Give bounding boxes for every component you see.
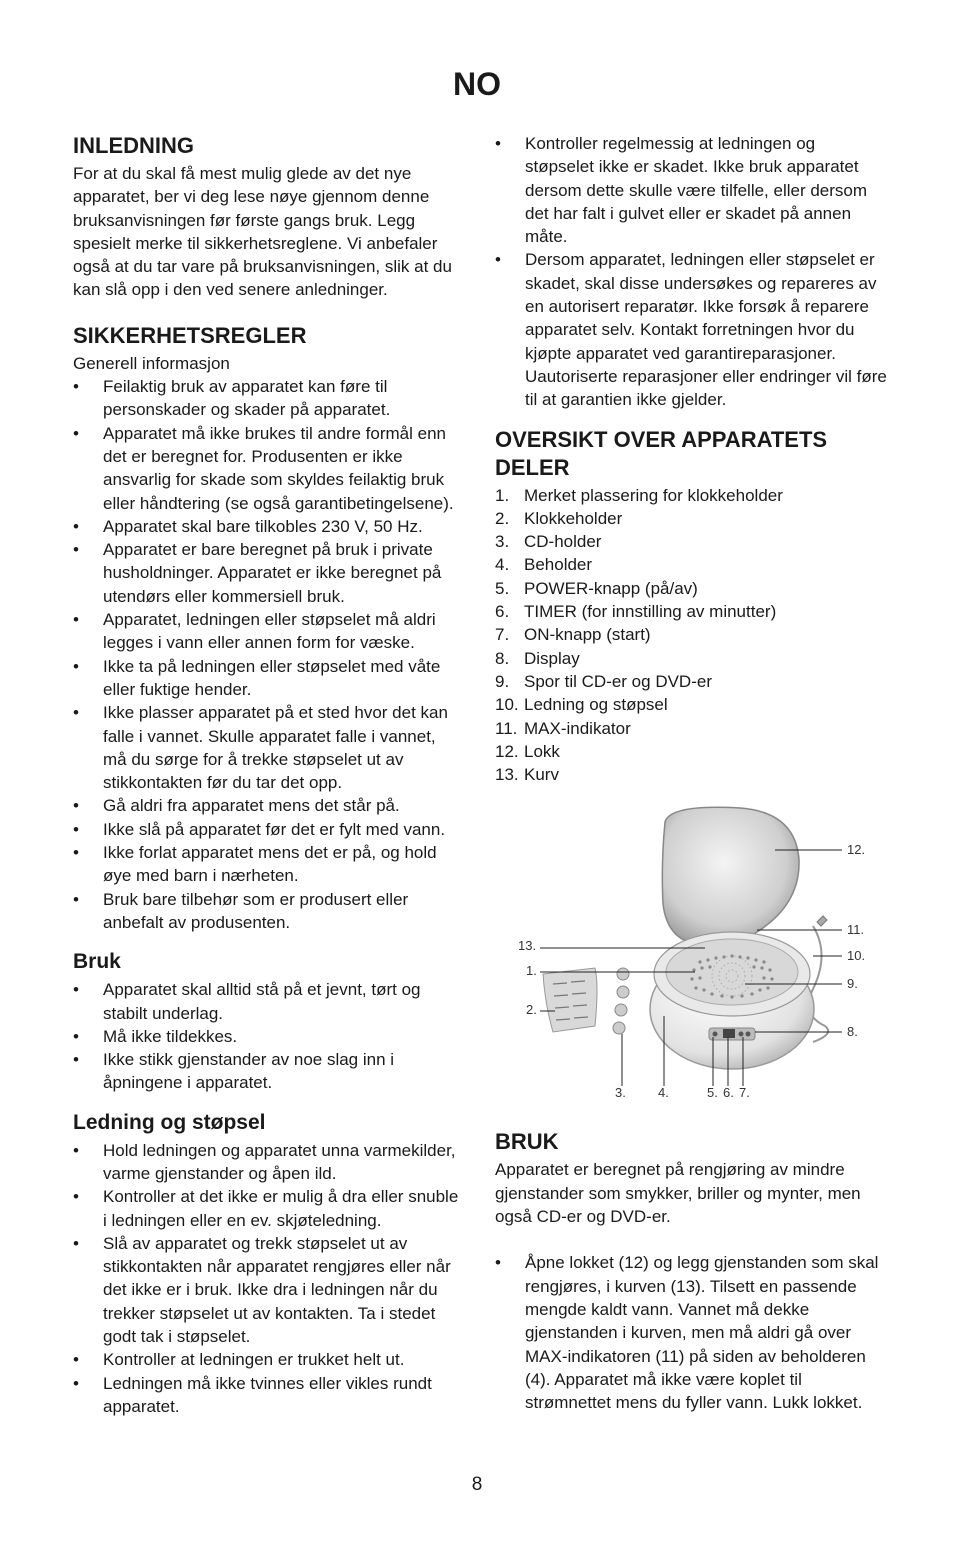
oversikt-heading: OVERSIKT OVER APPARATETS DELER [495, 426, 828, 480]
section-sikkerhetsregler [73, 322, 463, 934]
list-item: • Kontroller at ledningen er trukket helt ut. [73, 1350, 405, 1370]
watch-holder [543, 968, 597, 1032]
callout-10: 10. [847, 948, 866, 964]
list-item: • Apparatet er bare beregnet på bruk i private husholdninger. Apparatet er ikke beregnet på utendørs eller kommersiell bruk. [73, 540, 442, 606]
list-item: • Apparatet skal alltid stå på et jevnt, tørt og stabilt underlag. [73, 980, 421, 1023]
ledning-heading: Ledning og støpsel [73, 1110, 266, 1134]
list-item: • Åpne lokket (12) og legg gjenstanden som skal rengjøres, i kurven (13). Tilsett en passende mengde kaldt vann. Vannet må dekke gjenstanden i kurven, men må aldri gå over MAX-indikatoren (11) på siden av beholderen (4). Apparatet må ikke være koplet til strømnettet mens du fyller vann. Lukk lokket. [495, 1253, 879, 1413]
cd-holder [613, 968, 629, 1034]
callout-13: 13. [518, 938, 537, 954]
callout-6: 6. [723, 1085, 734, 1101]
section-bruk [495, 1128, 887, 1414]
list-item: • Ikke ta på ledningen eller støpselet med våte eller fuktige hender. [73, 656, 441, 699]
page-number: 8 [471, 1474, 483, 1495]
list-item: • Dersom apparatet, ledningen eller støpselet er skadet, skal disse undersøkes og repareres av en autorisert reparatør. Ikke forsøk å reparere apparatet selv. Kontakt forretningen hvor du kjøpte apparatet ved garantireparasjoner. Uautoriserte reparasjoner eller endringer vil føre til at garantien ikke gjelder. [495, 250, 887, 410]
callout-3: 3. [615, 1085, 626, 1101]
section-ledning [73, 1109, 463, 1419]
sikkerhetsregler-subtitle: Generell informasjon [73, 353, 230, 373]
part-item: 7. ON-knapp (start) [495, 625, 651, 645]
list-item: • Ikke stikk gjenstander av noe slag inn i åpningene i apparatet. [73, 1050, 395, 1093]
page-heading: NO [453, 66, 501, 102]
callout-8: 8. [847, 1024, 858, 1040]
list-item: • Kontroller regelmessig at ledningen og støpselet ikke er skadet. Ikke bruk apparatet dersom dette skulle være tilfelle, eller dersom det har falt i gulvet eller er skadet på annen måte. [495, 134, 868, 247]
bruk-small-heading: Bruk [73, 950, 121, 974]
list-item: • Slå av apparatet og trekk støpselet ut av stikkontakten når apparatet rengjøres eller når det ikke er i bruk. Ikke dra i ledningen når du trekker støpselet ut av kontakten. Ta i stedet godt tak i støpselet. [73, 1233, 451, 1347]
part-item: 9. Spor til CD-er og DVD-er [495, 671, 712, 691]
sikkerhetsregler-heading: SIKKERHETSREGLER [73, 322, 307, 348]
list-item: • Apparatet, ledningen eller støpselet må aldri legges i vann eller annen form for væske. [73, 610, 436, 653]
section-bruk-small [73, 948, 463, 1094]
list-item: • Ikke forlat apparatet mens det er på, og hold øye med barn i nærheten. [73, 843, 437, 886]
body [650, 932, 814, 1069]
list-item: • Kontroller at det ikke er mulig å dra eller snuble i ledningen eller en ev. skjøteledning. [73, 1187, 459, 1230]
callout-11: 11. [847, 922, 865, 938]
bruk-intro: Apparatet er beregnet på rengjøring av mindre gjenstander som smykker, briller og mynter, men også CD-er og DVD-er. [495, 1160, 861, 1227]
callout-7: 7. [739, 1085, 750, 1101]
callout-9: 9. [847, 976, 858, 992]
lid [662, 808, 799, 946]
list-item: • Hold ledningen og apparatet unna varmekilder, varme gjenstander og åpen ild. [73, 1140, 456, 1183]
part-item: 3. CD-holder [495, 532, 602, 552]
bruk-list [495, 1251, 887, 1414]
ledning-list [73, 1139, 463, 1419]
part-item: 10. Ledning og støpsel [495, 695, 668, 715]
appliance-illustration [495, 804, 887, 1096]
list-item: • Ikke plasser apparatet på et sted hvor det kan falle i vannet. Skulle apparatet falle i vannet, må du sørge for å trekke støpselet ut av stikkontakten før du tar det opp. [73, 703, 448, 793]
inledning-heading: INLEDNING [73, 133, 194, 158]
list-item: • Apparatet skal bare tilkobles 230 V, 50 Hz. [73, 516, 423, 536]
part-item: 1. Merket plassering for klokkeholder [495, 485, 783, 505]
callout-4: 4. [658, 1085, 669, 1101]
safety-continued-list [495, 132, 887, 412]
inledning-text: For at du skal få mest mulig glede av det nye apparatet, ber vi deg lese nøye gjennom denne bruksanvisningen før første gangs bruk. Legg spesielt merke til sikkerhetsreglene. Vi anbefaler også at du tar vare på bruksanvisningen, slik at du kan slå opp i den ved senere anledninger. [73, 164, 452, 300]
parts-list [495, 484, 887, 787]
sikkerhetsregler-list [73, 375, 463, 934]
part-item: 2. Klokkeholder [495, 508, 623, 528]
bruk-small-list [73, 978, 463, 1094]
section-inledning [73, 132, 463, 302]
part-item: 11. MAX-indikator [495, 718, 631, 738]
list-item: • Apparatet må ikke brukes til andre formål enn det er beregnet for. Produsenten er ikke ansvarlig for skade som skyldes feilaktig bruk eller håndtering (se også garantibetingelsene). [73, 423, 454, 513]
left-column [73, 132, 463, 1418]
list-item: • Ikke slå på apparatet før det er fylt med vann. [73, 819, 446, 839]
part-item: 6. TIMER (for innstilling av minutter) [495, 602, 777, 622]
part-item: 4. Beholder [495, 555, 593, 575]
part-item: 5. POWER-knapp (på/av) [495, 578, 698, 598]
list-item: • Gå aldri fra apparatet mens det står på. [73, 796, 400, 816]
part-item: 12. Lokk [495, 741, 560, 761]
list-item: • Må ikke tildekkes. [73, 1026, 238, 1046]
section-oversikt [495, 426, 887, 787]
list-item: • Ledningen må ikke tvinnes eller vikles rundt apparatet. [73, 1373, 432, 1416]
appliance-diagram [495, 804, 887, 1101]
callout-12: 12. [847, 842, 866, 858]
part-item: 13. Kurv [495, 765, 559, 785]
bruk-heading: BRUK [495, 1129, 559, 1155]
right-column [495, 132, 887, 1414]
list-item: • Feilaktig bruk av apparatet kan føre til personskader og skader på apparatet. [73, 377, 391, 420]
list-item: • Bruk bare tilbehør som er produsert eller anbefalt av produsenten. [73, 889, 409, 932]
callout-5: 5. [707, 1085, 718, 1101]
callout-1: 1. [526, 963, 537, 979]
callout-2: 2. [526, 1002, 537, 1018]
part-item: 8. Display [495, 648, 580, 668]
control-panel [709, 1028, 755, 1040]
